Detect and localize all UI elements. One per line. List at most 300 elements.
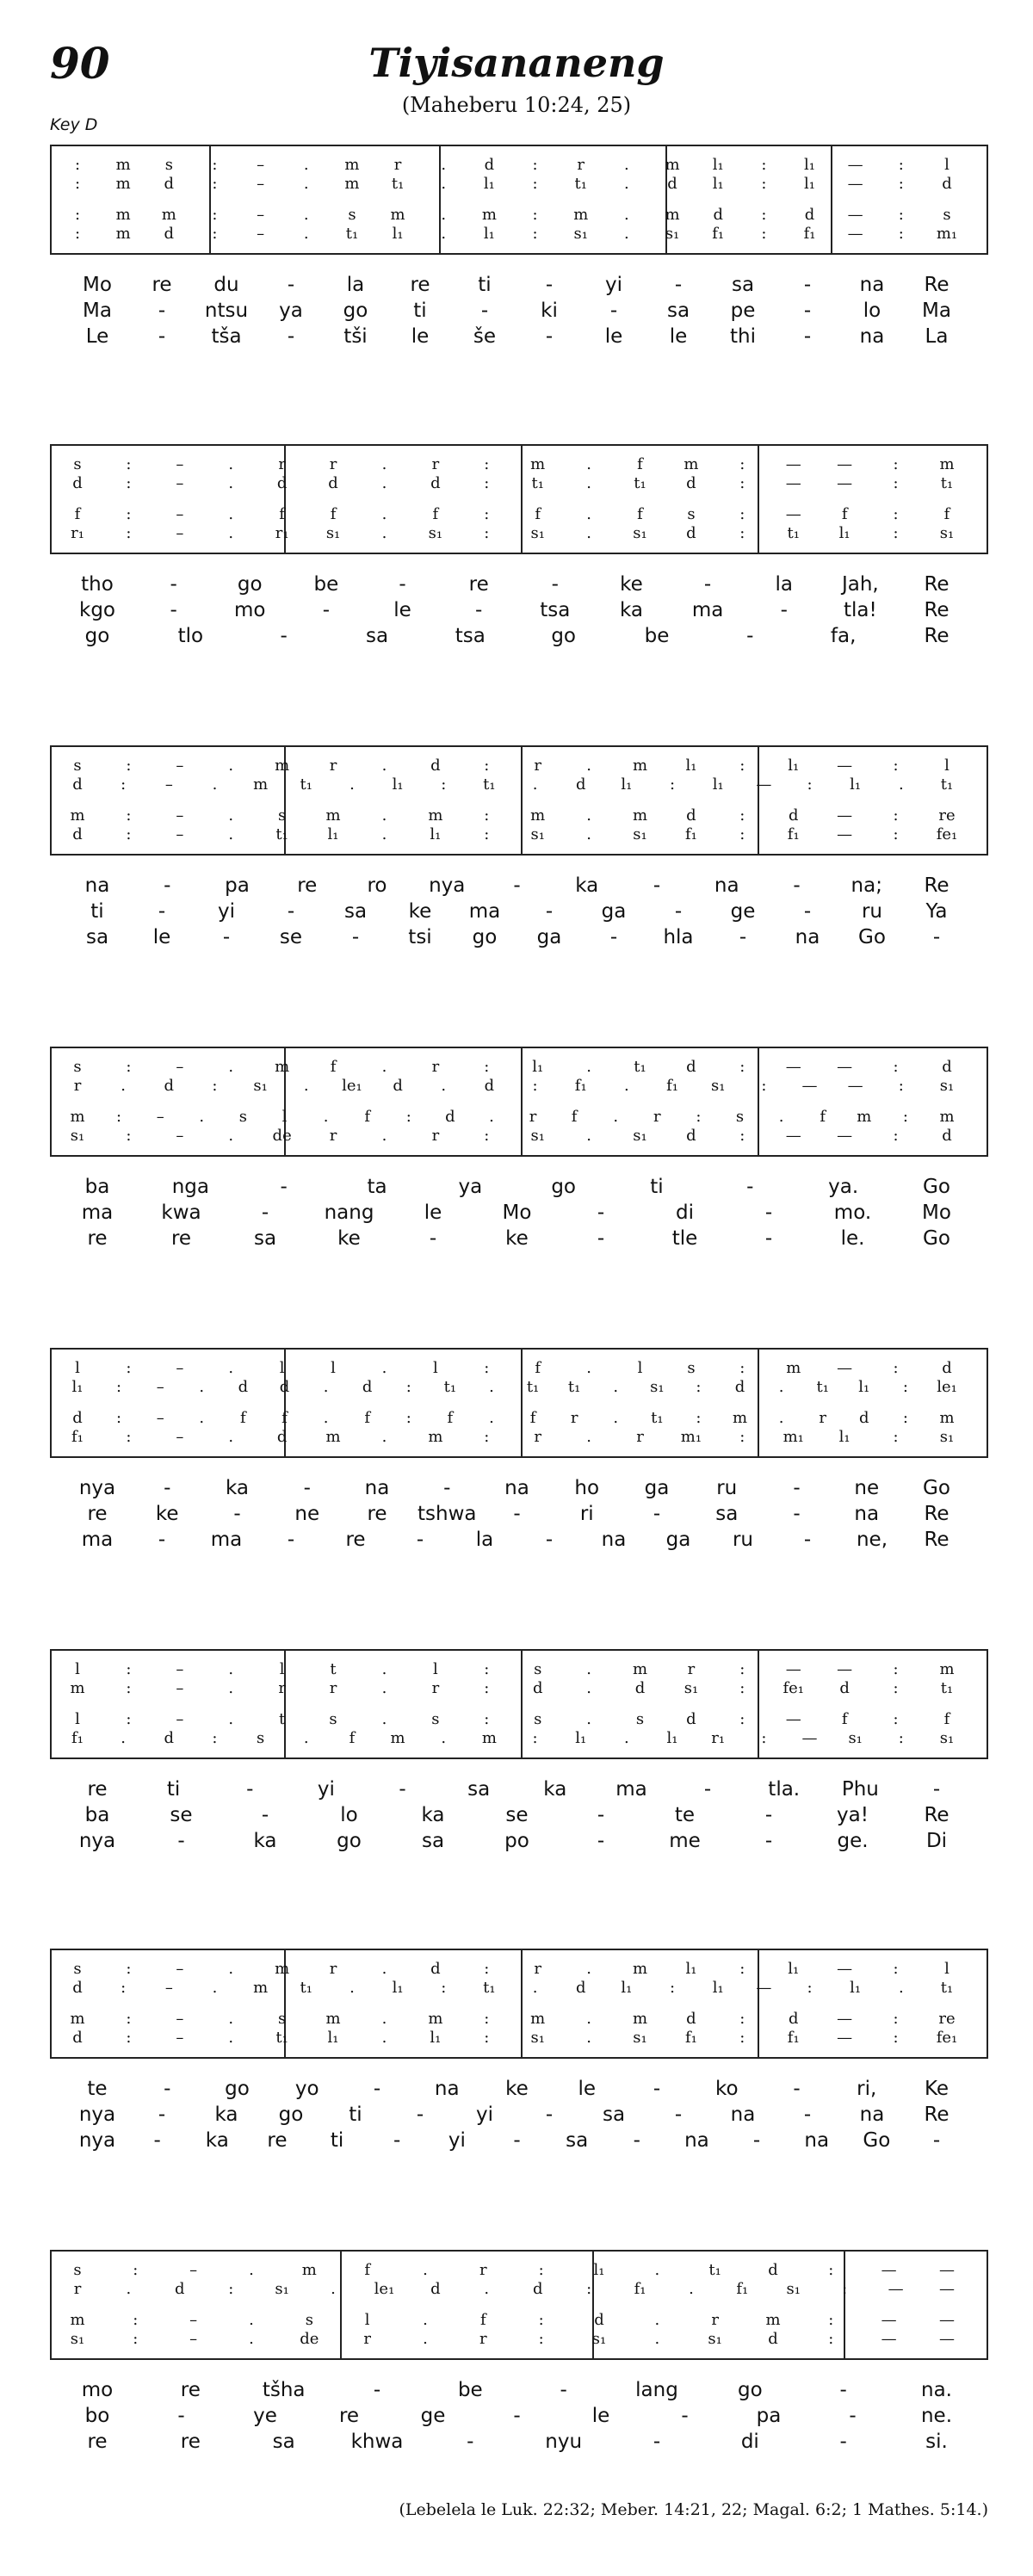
voice-part-row (52, 2281, 987, 2298)
lyric-verse-line (50, 1828, 988, 1854)
solfa-note: — (939, 2280, 955, 2298)
solfa-note: . (586, 1428, 591, 1446)
solfa-note: l₁ (712, 175, 724, 193)
solfa-note: : (484, 2010, 490, 2028)
solfa-note: d (430, 1960, 441, 1978)
solfa-note: – (156, 1409, 164, 1427)
lyric-syllable: - (609, 926, 618, 948)
solfa-note: . (349, 1979, 355, 1997)
solfa-note: . (613, 1378, 619, 1396)
lyric-syllable: tla. (768, 1778, 801, 1801)
lyric-syllable: - (545, 274, 554, 296)
solfa-note: l₁ (838, 1428, 851, 1446)
solfa-note: f (279, 505, 285, 523)
lyric-syllable: re (170, 1227, 192, 1250)
solfa-note: t₁ (940, 474, 954, 492)
solfa-note: m (344, 175, 360, 193)
lyric-syllable: Mo (502, 1202, 532, 1224)
solfa-note: l₁ (838, 524, 851, 542)
solfa-note: . (586, 524, 591, 542)
solfa-note: . (484, 2280, 490, 2298)
solfa-note: – (176, 2029, 184, 2047)
voice-part-row (52, 2011, 987, 2028)
solfa-note: : (212, 225, 218, 243)
solfa-note: . (489, 1108, 494, 1126)
solfa-note: d (686, 1127, 696, 1145)
lyric-syllable: sa (365, 625, 389, 647)
lyric-syllable: - (177, 2405, 185, 2427)
lyric-syllable: Ma (83, 300, 112, 322)
solfa-note: . (323, 1409, 329, 1427)
lyric-syllable: - (839, 2379, 847, 2401)
lyric-syllable: - (674, 274, 683, 296)
lyric-syllable: kgo (79, 599, 115, 621)
lyric-verse-line (50, 1776, 988, 1802)
solfa-note: — (837, 2010, 853, 2028)
solfa-note: t₁ (940, 1979, 954, 1997)
solfa-note: : (898, 156, 904, 174)
solfa-note: m (70, 1108, 85, 1126)
lyric-syllable: tsa (455, 625, 486, 647)
solfa-note: d (430, 474, 441, 492)
lyric-syllable: le (411, 325, 430, 348)
lyric-syllable: - (597, 1227, 605, 1250)
lyric-syllable: ma (468, 900, 501, 923)
solfa-note: r (819, 1409, 827, 1427)
lyric-syllable: tle (671, 1227, 698, 1250)
solfa-note: — (785, 505, 801, 523)
solfa-note: : (126, 455, 132, 473)
solfa-note: m₁ (680, 1428, 702, 1446)
lyric-syllable: re (297, 874, 318, 897)
lyric-syllable: ru (861, 900, 883, 923)
lyric-verse-line (50, 873, 988, 899)
lyric-syllable: na (854, 1503, 880, 1525)
solfa-note: . (228, 1359, 234, 1377)
lyric-syllable: ka (575, 874, 599, 897)
lyric-syllable: sa (421, 1830, 445, 1852)
lyric-syllable: tho (81, 573, 114, 596)
solfa-note: s₁ (428, 524, 443, 542)
lyric-syllable: - (170, 573, 177, 596)
lyric-syllable: le (152, 926, 171, 948)
lyric-syllable: fa, (830, 625, 857, 647)
solfa-note: . (654, 2330, 660, 2348)
lyric-syllable: - (373, 2379, 381, 2401)
lyric-syllable: re (87, 2431, 108, 2453)
solfa-note: f (841, 1710, 848, 1728)
lyric-syllable: - (803, 300, 812, 322)
solfa-note: . (381, 825, 387, 843)
solfa-note: : (739, 757, 745, 775)
voice-part-row (52, 826, 987, 843)
solfa-note: : (74, 156, 81, 174)
solfa-note: : (828, 2330, 834, 2348)
solfa-note: : (807, 1979, 813, 1997)
solfa-note: . (323, 1108, 329, 1126)
solfa-note: r (329, 1127, 337, 1145)
solfa-note: . (381, 1679, 387, 1697)
solfa-note: – (257, 225, 265, 243)
solfa-note: f₁ (634, 2280, 646, 2298)
lyric-syllable: - (674, 900, 683, 923)
solfa-note: . (303, 1729, 309, 1747)
solfa-note: f₁ (71, 1428, 84, 1446)
solfa-note: . (199, 1108, 205, 1126)
solfa-note: l (944, 1960, 949, 1978)
solfa-note: l₁ (804, 175, 816, 193)
solfa-note: m (325, 2010, 341, 2028)
solfa-note: d (238, 1378, 249, 1396)
solfa-note: f₁ (71, 1729, 84, 1747)
lyric-syllable: sa (602, 2103, 626, 2126)
hymn-title: Tiyisananeng (368, 40, 665, 86)
solfa-note: – (257, 206, 265, 224)
solfa-note: : (133, 2330, 139, 2348)
lyric-verse-line (50, 597, 988, 623)
lyric-syllable: re (267, 2129, 288, 2152)
lyric-syllable: go (343, 300, 368, 322)
lyric-syllable: go (278, 2103, 304, 2126)
voice-part-row (52, 1078, 987, 1095)
lyric-syllable: go (551, 625, 576, 647)
solfa-note: m (344, 156, 360, 174)
lyric-syllable: du (213, 274, 239, 296)
solfa-note: d (859, 1409, 869, 1427)
lyric-syllable: - (158, 2103, 166, 2126)
solfa-note: m (573, 206, 589, 224)
voice-part-row (52, 506, 987, 523)
solfa-note: : (893, 455, 899, 473)
solfa-note: : (898, 225, 904, 243)
lyric-syllable: - (429, 1227, 437, 1250)
lyric-syllable: - (849, 2405, 857, 2427)
solfa-note: m (428, 1428, 443, 1446)
lyric-syllable: - (158, 325, 166, 348)
lyric-syllable: - (803, 274, 812, 296)
solfa-note: l (75, 1710, 80, 1728)
solfa-note: . (228, 1710, 234, 1728)
solfa-note: le₁ (374, 2280, 395, 2298)
lyric-syllable: - (746, 1176, 754, 1198)
lyric-syllable: - (373, 2078, 381, 2100)
solfa-note: d (686, 1058, 696, 1076)
solfa-note: : (484, 1710, 490, 1728)
solfa-note: t₁ (816, 1378, 829, 1396)
solfa-note: . (199, 1378, 205, 1396)
music-system (50, 145, 988, 363)
solfa-note: : (893, 1710, 899, 1728)
solfa-note: d (575, 1979, 586, 1997)
lyric-syllable: lo (340, 1804, 358, 1826)
solfa-note: . (381, 757, 387, 775)
lyric-syllable: - (164, 2078, 171, 2100)
solfa-note: . (654, 2261, 660, 2279)
lyric-syllable: - (153, 2129, 161, 2152)
solfa-note: r (534, 1428, 542, 1446)
lyric-syllable: Re (924, 1529, 949, 1551)
solfa-note: l₁ (685, 1960, 697, 1978)
lyric-syllable: še (473, 325, 497, 348)
solfa-note: : (739, 1428, 745, 1446)
solfa-note: l₁ (804, 156, 816, 174)
lyric-syllable: ma (81, 1529, 114, 1551)
lyric-syllable: - (746, 625, 754, 647)
lyric-syllable: ga (644, 1477, 670, 1499)
voice-part-row (52, 1661, 987, 1678)
solfa-note: f (74, 505, 81, 523)
solfa-note: d (276, 1428, 288, 1446)
lyric-syllable: - (416, 2103, 424, 2126)
solfa-note: – (156, 1378, 164, 1396)
solfa-note: : (828, 2261, 834, 2279)
solfa-note: r (278, 455, 286, 473)
solfa-note: : (696, 1108, 702, 1126)
solfa-note: : (902, 1108, 908, 1126)
solfa-note: . (532, 775, 538, 794)
lyric-syllable: la (346, 274, 365, 296)
solfa-note: : (121, 1979, 127, 1997)
voice-part-row (52, 2029, 987, 2047)
solfa-note: d (72, 1979, 83, 1997)
solfa-note: . (249, 2311, 254, 2329)
voice-part-row (52, 1961, 987, 1978)
solfa-note: . (381, 505, 387, 523)
voice-part-row (52, 2331, 987, 2348)
lyric-syllable: Mo (83, 274, 112, 296)
lyric-syllable: re (180, 2431, 201, 2453)
solfa-note: d (734, 1378, 745, 1396)
solfa-note: : (761, 206, 767, 224)
lyric-syllable: na; (851, 874, 882, 897)
solfa-note: : (484, 455, 490, 473)
solfa-note: : (484, 1960, 490, 1978)
solfa-note: m (390, 206, 405, 224)
solfa-note: s (164, 156, 173, 174)
lyric-syllable: - (793, 1503, 801, 1525)
solfa-note: r (479, 2330, 487, 2348)
solfa-note: l₁ (712, 1979, 724, 1997)
solfa-note: l (432, 1359, 438, 1377)
solfa-note: : (126, 1710, 132, 1728)
solfa-note: m (275, 1960, 290, 1978)
voice-part-row (52, 1680, 987, 1697)
solfa-note: s (305, 2311, 313, 2329)
solfa-note: . (121, 1077, 127, 1095)
solfa-note: d (72, 1409, 83, 1427)
lyric-syllable: mo. (833, 1202, 872, 1224)
lyric-syllable: - (287, 274, 295, 296)
solfa-note: . (586, 757, 591, 775)
solfa-note: t₁ (275, 2029, 288, 2047)
lyric-syllable: ti (478, 274, 492, 296)
solfa-note: . (228, 1679, 234, 1697)
solfa-note: . (624, 1077, 629, 1095)
solfa-note: d (686, 1710, 696, 1728)
solfa-note: : (739, 1660, 745, 1678)
solfa-note: : (212, 175, 218, 193)
solfa-note: . (624, 206, 629, 224)
lyric-syllable: ga (665, 1529, 691, 1551)
solfa-note: — (847, 156, 863, 174)
solfa-note: m (857, 1108, 872, 1126)
solfa-note: s₁ (253, 1077, 268, 1095)
lyric-syllable: Di (925, 1830, 948, 1852)
lyric-syllable: re (410, 274, 430, 296)
voice-part-row (52, 157, 987, 174)
solfa-note: : (532, 206, 538, 224)
solfa-note: . (586, 1679, 591, 1697)
solfa-note: r (653, 1108, 661, 1126)
solfa-note: : (893, 505, 899, 523)
solfa-note: : (116, 1409, 122, 1427)
lyric-syllable: ke (408, 900, 432, 923)
solfa-note: . (586, 1960, 591, 1978)
solfa-note: m (665, 156, 680, 174)
solfa-note: m (115, 156, 131, 174)
lyric-syllable: - (597, 1804, 605, 1826)
solfa-note: — (837, 474, 853, 492)
voice-part-row (52, 1109, 987, 1126)
solfa-note: – (164, 775, 173, 794)
solfa-note: l₁ (327, 2029, 339, 2047)
lyric-syllable: ka (205, 2129, 229, 2152)
lyric-syllable: sa (731, 274, 755, 296)
lyric-syllable: nya (429, 874, 466, 897)
solfa-note: m (161, 206, 176, 224)
solfa-note: . (303, 156, 309, 174)
solfa-note: . (323, 1378, 329, 1396)
solfa-note: — (785, 1058, 801, 1076)
lyric-syllable: sa (85, 926, 109, 948)
lyric-syllable: re (87, 1778, 108, 1801)
solfa-note: s (73, 2261, 82, 2279)
solfa-note: — (881, 2311, 897, 2329)
solfa-note: . (586, 2010, 591, 2028)
solfa-note: f (637, 455, 643, 473)
solfa-note: s₁ (70, 1127, 85, 1145)
solfa-note: . (613, 1409, 619, 1427)
solfa-note: t₁ (531, 474, 544, 492)
voice-part-row (52, 1429, 987, 1446)
solfa-note: d (768, 2330, 778, 2348)
voice-part-row (52, 757, 987, 775)
solfa-note: l (279, 1660, 285, 1678)
solfa-note: s (534, 1660, 542, 1678)
lyric-syllable: - (351, 926, 360, 948)
solfa-note: r (431, 1127, 440, 1145)
lyric-syllable: - (764, 1830, 773, 1852)
solfa-note: – (176, 1679, 184, 1697)
lyric-syllable: - (932, 1778, 941, 1801)
lyric-syllable: ka (543, 1778, 567, 1801)
solfa-note: d (164, 1729, 175, 1747)
lyric-verse-line (50, 2076, 988, 2102)
solfa-note: r (529, 1108, 537, 1126)
lyric-syllable: pa (756, 2405, 782, 2427)
solfa-note: — (939, 2311, 955, 2329)
solfa-note: . (423, 2311, 428, 2329)
lyric-syllable: - (803, 900, 812, 923)
solfa-note: l (944, 156, 949, 174)
solfa-note: d (575, 775, 586, 794)
lyric-syllable: - (764, 1202, 773, 1224)
lyric-syllable: nya (78, 1830, 116, 1852)
lyric-syllable: na (804, 2129, 830, 2152)
lyric-syllable: - (416, 1529, 424, 1551)
solfa-note: : (893, 806, 899, 825)
solfa-note: d (839, 1679, 850, 1697)
solfa-note: d (164, 225, 175, 243)
solfa-note: . (228, 1127, 234, 1145)
lyric-syllable: ge (730, 900, 756, 923)
solfa-note: l₁ (621, 775, 633, 794)
solfa-note: – (176, 524, 184, 542)
lyric-syllable: - (233, 1503, 241, 1525)
solfa-note: — (847, 175, 863, 193)
solfa-note: d (768, 2261, 778, 2279)
solfa-note: t₁ (391, 175, 405, 193)
solfa-note: . (381, 1127, 387, 1145)
lyric-syllable: pa (225, 874, 250, 897)
lyric-syllable: le (578, 2078, 597, 2100)
solfa-note: : (484, 505, 490, 523)
solfa-note: – (176, 1428, 184, 1446)
lyric-syllable: tlo (177, 625, 204, 647)
solfa-note: l (75, 1359, 80, 1377)
solfa-note: d (276, 474, 288, 492)
solfa-note: d (72, 775, 83, 794)
solfa-note: : (484, 1359, 490, 1377)
solfa-note: — (837, 757, 853, 775)
solfa-note: – (176, 2010, 184, 2028)
lyric-syllable: ma (210, 1529, 243, 1551)
solfa-note: : (893, 474, 899, 492)
solfa-note: d (164, 175, 175, 193)
solfa-note: s (635, 1710, 645, 1728)
solfa-note: s (687, 1359, 696, 1377)
solfa-note: t₁ (345, 225, 359, 243)
solfa-note: f₁ (574, 1077, 587, 1095)
solfa-note: : (212, 206, 218, 224)
solfa-note: — (837, 1660, 853, 1678)
solfa-note: — (837, 825, 853, 843)
solfa-note: . (586, 1127, 591, 1145)
solfa-note: : (761, 225, 767, 243)
lyrics-block (50, 1169, 988, 1265)
solfa-note: . (228, 825, 234, 843)
lyric-verse-line (50, 2102, 988, 2128)
solfa-note: . (212, 775, 218, 794)
solfa-note: . (381, 1960, 387, 1978)
lyric-syllable: sa (272, 2431, 295, 2453)
lyric-syllable: Re (924, 625, 949, 647)
lyric-verse-line (50, 324, 988, 349)
lyric-verse-line (50, 1174, 988, 1200)
lyric-syllable: na (730, 2103, 756, 2126)
solfa-note: f (943, 505, 950, 523)
lyric-syllable: - (222, 926, 231, 948)
solfa-note: r (479, 2261, 487, 2279)
solfa-note: : (484, 1660, 490, 1678)
lyrics-block (50, 1470, 988, 1566)
solfa-note: m (325, 1428, 341, 1446)
solfa-note: — (785, 1127, 801, 1145)
solfa-note: r (711, 2311, 719, 2329)
lyric-syllable: ne (854, 1477, 880, 1499)
solfa-note: – (156, 1108, 164, 1126)
solfa-note: . (586, 474, 591, 492)
